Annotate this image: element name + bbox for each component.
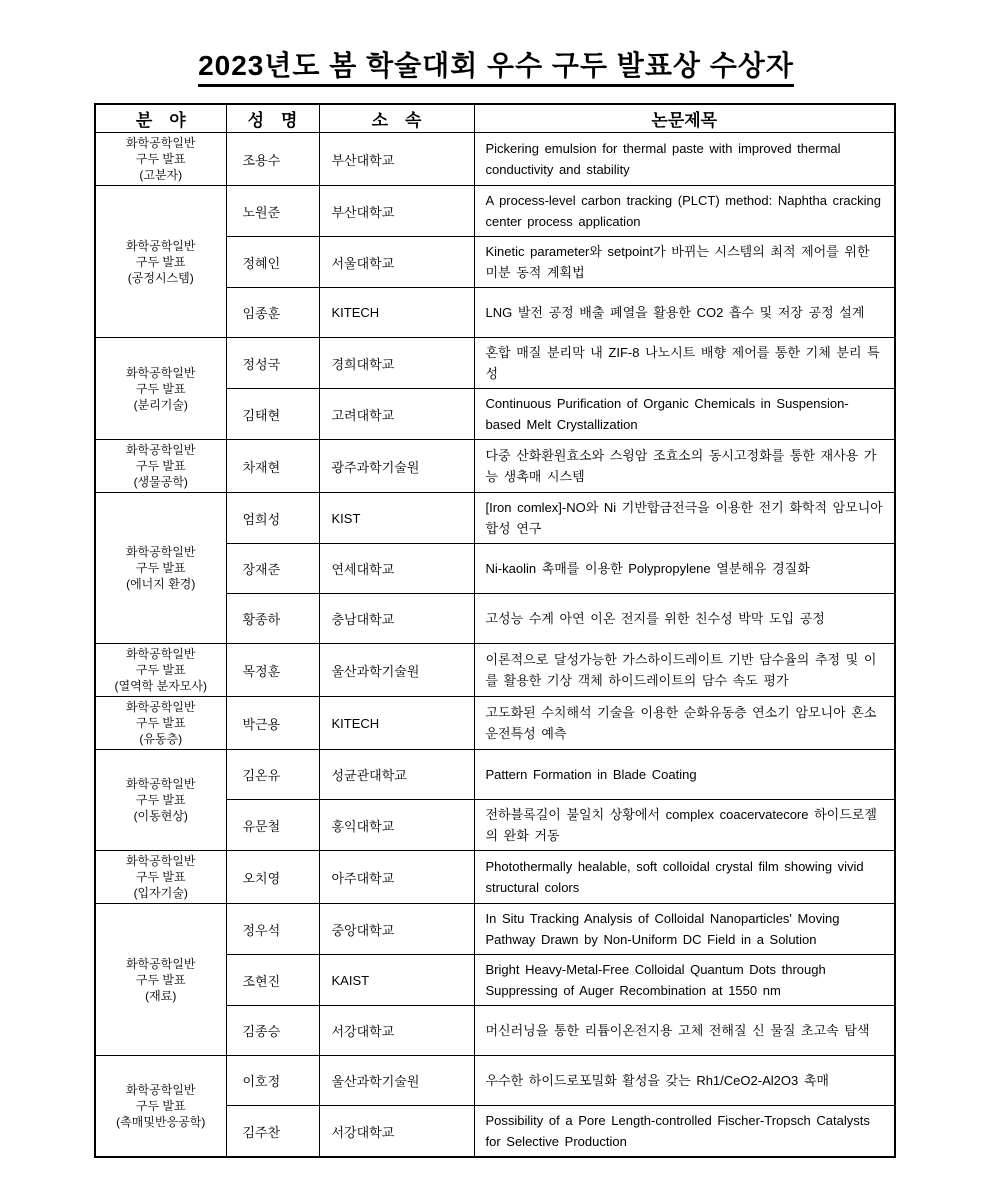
affiliation-cell: 충남대학교: [319, 594, 474, 644]
paper-title-cell: Kinetic parameter와 setpoint가 바뀌는 시스템의 최적 제어를 위한 미분 동적 계획법: [474, 237, 895, 288]
table-row: [95, 904, 895, 955]
paper-title-cell: Ni-kaolin 촉매를 이용한 Polypropylene 열분해유 경질화: [474, 544, 895, 594]
paper-title-cell: Photothermally healable, soft colloidal crystal film showing vivid structural colors: [474, 851, 895, 904]
paper-title-cell: 고도화된 수치해석 기술을 이용한 순화유동층 연소기 암모니아 혼소 운전특성 예측: [474, 697, 895, 750]
field-cell: 화학공학일반 구두 발표 (공정시스템): [95, 186, 226, 338]
name-cell: 장재준: [226, 544, 319, 594]
name-cell: 정성국: [226, 338, 319, 389]
name-cell: 임종훈: [226, 288, 319, 338]
affiliation-cell: 아주대학교: [319, 851, 474, 904]
field-cell: 화학공학일반 구두 발표 (재료): [95, 904, 226, 1056]
paper-title-cell: Pattern Formation in Blade Coating: [474, 750, 895, 800]
name-cell: 김온유: [226, 750, 319, 800]
header-affiliation: 소 속: [319, 104, 474, 133]
name-cell: 조현진: [226, 955, 319, 1006]
name-cell: 노원준: [226, 186, 319, 237]
affiliation-cell: 경희대학교: [319, 338, 474, 389]
field-cell: 화학공학일반 구두 발표 (입자기술): [95, 851, 226, 904]
name-cell: 유문철: [226, 800, 319, 851]
affiliation-cell: 서울대학교: [319, 237, 474, 288]
field-cell: 화학공학일반 구두 발표 (고분자): [95, 133, 226, 186]
affiliation-cell: KITECH: [319, 697, 474, 750]
page-title: [0, 0, 992, 84]
table-header: [95, 104, 895, 133]
field-cell: 화학공학일반 구두 발표 (생물공학): [95, 440, 226, 493]
name-cell: 김태현: [226, 389, 319, 440]
affiliation-cell: 울산과학기술원: [319, 1056, 474, 1106]
table-body: [95, 133, 895, 1158]
table-row: [95, 186, 895, 237]
name-cell: 김주찬: [226, 1106, 319, 1158]
field-cell: 화학공학일반 구두 발표 (열역학 분자모사): [95, 644, 226, 697]
table-row: [95, 1056, 895, 1106]
table-row: [95, 133, 895, 186]
name-cell: 조용수: [226, 133, 319, 186]
paper-title-cell: In Situ Tracking Analysis of Colloidal Nanoparticles' Moving Pathway Drawn by Non-Uniform DC Field in a Solution: [474, 904, 895, 955]
paper-title-cell: [Iron comlex]-NO와 Ni 기반합금전극을 이용한 전기 화학적 암모니아 합성 연구: [474, 493, 895, 544]
affiliation-cell: 중앙대학교: [319, 904, 474, 955]
paper-title-cell: 머신러닝을 통한 리튬이온전지용 고체 전해질 신 물질 초고속 탐색: [474, 1006, 895, 1056]
header-name: 성 명: [226, 104, 319, 133]
paper-title-cell: Continuous Purification of Organic Chemicals in Suspension-based Melt Crystallization: [474, 389, 895, 440]
table-row: [95, 493, 895, 544]
paper-title-cell: 다중 산화환원효소와 스윙암 조효소의 동시고정화를 통한 재사용 가능 생촉매 시스템: [474, 440, 895, 493]
table-row: [95, 338, 895, 389]
paper-title-cell: 고성능 수계 아연 이온 전지를 위한 친수성 박막 도입 공정: [474, 594, 895, 644]
paper-title-cell: Bright Heavy-Metal-Free Colloidal Quantum Dots through Suppressing of Auger Recombination at 1550 nm: [474, 955, 895, 1006]
name-cell: 김종승: [226, 1006, 319, 1056]
name-cell: 황종하: [226, 594, 319, 644]
name-cell: 차재현: [226, 440, 319, 493]
field-cell: 화학공학일반 구두 발표 (촉매및반응공학): [95, 1056, 226, 1158]
name-cell: 박근용: [226, 697, 319, 750]
name-cell: 정혜인: [226, 237, 319, 288]
table-row: [95, 697, 895, 750]
affiliation-cell: 부산대학교: [319, 186, 474, 237]
affiliation-cell: 홍익대학교: [319, 800, 474, 851]
field-cell: 화학공학일반 구두 발표 (유동층): [95, 697, 226, 750]
paper-title-cell: A process-level carbon tracking (PLCT) method: Naphtha cracking center process application: [474, 186, 895, 237]
affiliation-cell: 고려대학교: [319, 389, 474, 440]
paper-title-cell: 혼합 매질 분리막 내 ZIF-8 나노시트 배향 제어를 통한 기체 분리 특성: [474, 338, 895, 389]
table-row: [95, 851, 895, 904]
page-title-text: 2023년도 봄 학술대회 우수 구두 발표상 수상자: [198, 50, 794, 87]
name-cell: 정우석: [226, 904, 319, 955]
paper-title-cell: 우수한 하이드로포밀화 활성을 갖는 Rh1/CeO2-Al2O3 촉매: [474, 1056, 895, 1106]
name-cell: 목정훈: [226, 644, 319, 697]
awards-table: [94, 103, 896, 1158]
affiliation-cell: KIST: [319, 493, 474, 544]
table-row: [95, 750, 895, 800]
paper-title-cell: 전하블록길이 불일치 상황에서 complex coacervatecore 하이드로젤의 완화 거동: [474, 800, 895, 851]
paper-title-cell: Possibility of a Pore Length-controlled Fischer-Tropsch Catalysts for Selective Production: [474, 1106, 895, 1158]
affiliation-cell: KITECH: [319, 288, 474, 338]
header-paper-title: 논문제목: [474, 104, 895, 133]
affiliation-cell: KAIST: [319, 955, 474, 1006]
table-row: [95, 440, 895, 493]
field-cell: 화학공학일반 구두 발표 (이동현상): [95, 750, 226, 851]
affiliation-cell: 성균관대학교: [319, 750, 474, 800]
affiliation-cell: 광주과학기술원: [319, 440, 474, 493]
affiliation-cell: 울산과학기술원: [319, 644, 474, 697]
paper-title-cell: LNG 발전 공정 배출 폐열을 활용한 CO2 흡수 및 저장 공정 설계: [474, 288, 895, 338]
affiliation-cell: 서강대학교: [319, 1106, 474, 1158]
field-cell: 화학공학일반 구두 발표 (분리기술): [95, 338, 226, 440]
header-row: [95, 104, 895, 133]
affiliation-cell: 부산대학교: [319, 133, 474, 186]
field-cell: 화학공학일반 구두 발표 (에너지 환경): [95, 493, 226, 644]
name-cell: 오치영: [226, 851, 319, 904]
name-cell: 이호정: [226, 1056, 319, 1106]
affiliation-cell: 연세대학교: [319, 544, 474, 594]
name-cell: 엄희성: [226, 493, 319, 544]
header-field: 분 야: [95, 104, 226, 133]
paper-title-cell: Pickering emulsion for thermal paste with improved thermal conductivity and stability: [474, 133, 895, 186]
affiliation-cell: 서강대학교: [319, 1006, 474, 1056]
table-row: [95, 644, 895, 697]
paper-title-cell: 이론적으로 달성가능한 가스하이드레이트 기반 담수율의 추정 및 이를 활용한 기상 객체 하이드레이트의 담수 속도 평가: [474, 644, 895, 697]
